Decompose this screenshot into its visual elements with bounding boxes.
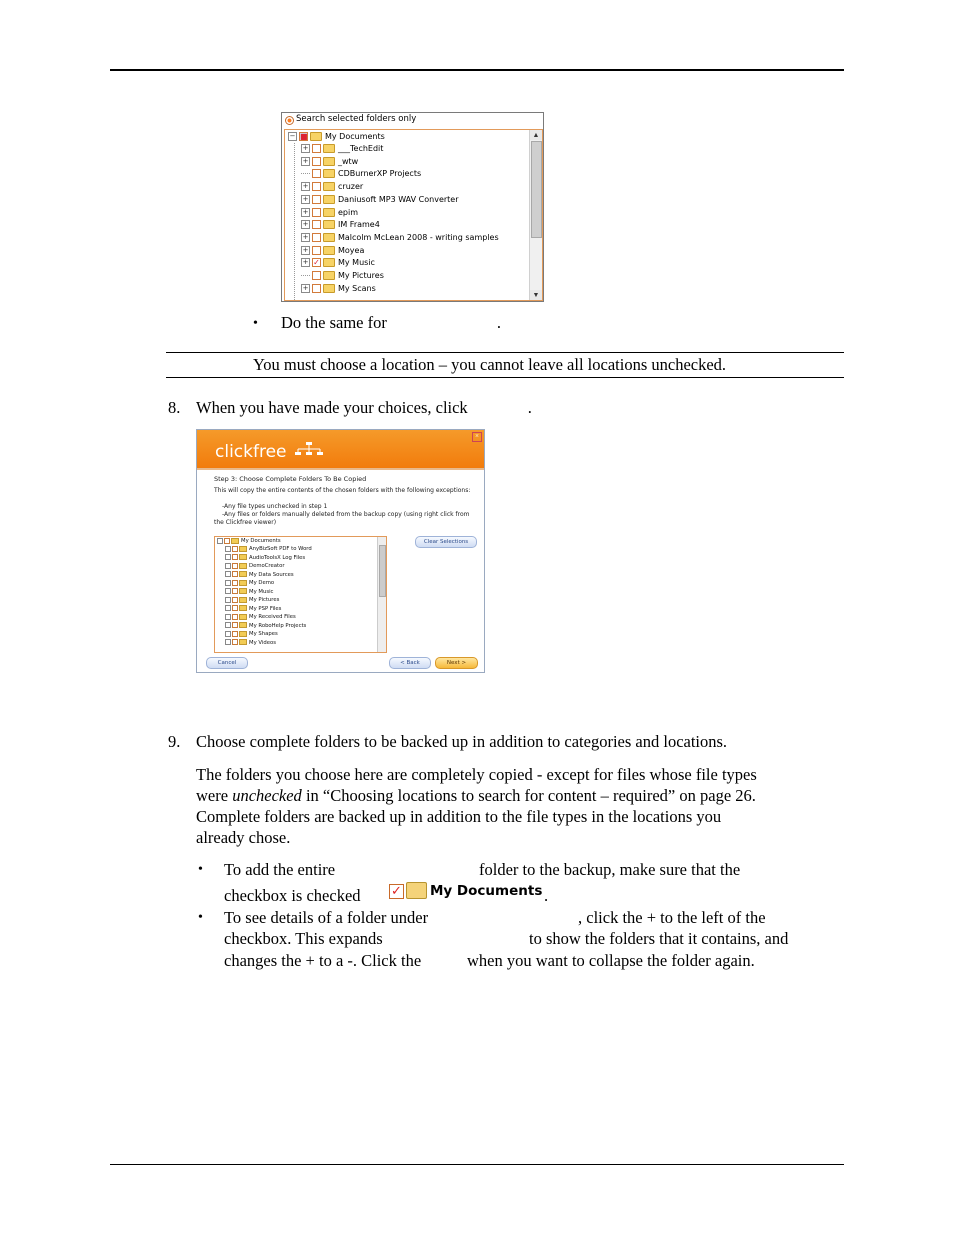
checkbox-icon[interactable] <box>232 588 238 594</box>
tree-item[interactable] <box>301 156 358 168</box>
exception-2b: the Clickfree viewer) <box>214 519 277 526</box>
tree-item[interactable] <box>301 181 363 193</box>
checkbox-icon[interactable] <box>232 631 238 637</box>
scroll-thumb[interactable] <box>531 141 542 238</box>
tree-item-label: IM Frame4 <box>338 220 380 230</box>
checkbox-icon[interactable] <box>232 546 238 552</box>
expand-icon[interactable]: + <box>302 207 309 216</box>
checkbox-icon[interactable] <box>232 580 238 586</box>
back-button[interactable]: < Back <box>389 657 431 669</box>
clear-selections-button[interactable]: Clear Selections <box>415 536 477 548</box>
para-line-3: Complete folders are backed up in addition to the file types in the locations you <box>196 807 722 826</box>
tree-item[interactable] <box>301 257 375 269</box>
folder-icon <box>239 563 247 569</box>
checkbox-icon[interactable] <box>224 538 230 544</box>
folder-icon <box>231 538 239 544</box>
tree-root-my-documents[interactable] <box>288 131 385 143</box>
checkbox-icon[interactable] <box>312 284 321 293</box>
folder-icon <box>239 588 247 594</box>
complete-folders-tree[interactable] <box>214 536 387 653</box>
cancel-button[interactable]: Cancel <box>206 657 248 669</box>
exception-2: -Any files or folders manually deleted from the backup copy (using right click from <box>222 511 470 518</box>
expand-icon[interactable] <box>225 597 231 603</box>
bullet-dot: • <box>253 316 258 331</box>
checkbox-icon[interactable] <box>312 195 321 204</box>
tree2-item-label: AnyBizSoft PDF to Word <box>249 546 312 553</box>
my-documents-graphic-label: My Documents <box>430 883 543 899</box>
tree-item[interactable] <box>301 168 421 180</box>
folder-icon <box>323 246 335 255</box>
brand-logo: clickfree <box>215 442 287 462</box>
tree-item-label: CDBurnerXP Projects <box>338 169 422 179</box>
tree-connector <box>301 275 310 276</box>
close-icon[interactable]: × <box>472 432 482 442</box>
folder-icon <box>323 195 335 204</box>
tree2-item[interactable] <box>225 630 278 638</box>
radio-label: Search selected folders only <box>296 114 417 124</box>
bullet-details-line3-post: when you want to collapse the folder again. <box>467 951 755 970</box>
folder-icon <box>239 554 247 560</box>
expand-icon[interactable]: + <box>302 220 309 229</box>
tree-item[interactable] <box>301 245 364 257</box>
tree2-item-label: My RoboHelp Projects <box>249 622 307 629</box>
tree-item-label: My Scans <box>338 283 376 293</box>
bullet-do-the-same <box>281 312 501 333</box>
tree2-scrollbar[interactable] <box>377 537 386 652</box>
tree-item-label: My Music <box>338 258 375 268</box>
step-9-number: 9. <box>168 732 181 751</box>
tree2-item[interactable] <box>225 571 294 579</box>
tree-scrollbar[interactable] <box>529 130 542 300</box>
folder-icon <box>239 546 247 552</box>
folder-icon <box>239 597 247 603</box>
tree2-item[interactable] <box>225 605 281 613</box>
tree-item-label: Daniusoft MP3 WAV Converter <box>338 194 459 204</box>
expand-icon[interactable]: + <box>302 283 309 292</box>
tree-item[interactable] <box>301 283 376 295</box>
radio-selected-icon[interactable] <box>285 116 294 125</box>
folder-icon <box>239 614 247 620</box>
tree-item[interactable] <box>301 219 380 231</box>
bullet-add-entire-end: . <box>544 886 549 905</box>
collapse-icon[interactable]: − <box>289 132 296 140</box>
tree2-item-label: My Demo <box>249 580 275 587</box>
folder-tree[interactable] <box>284 129 543 301</box>
tree2-item-label: My Videos <box>249 639 276 646</box>
checkbox-icon[interactable] <box>232 554 238 560</box>
expand-icon[interactable]: + <box>302 245 309 254</box>
tree2-root[interactable] <box>217 537 281 545</box>
tree2-item-label: DemoCreator <box>249 563 285 570</box>
expand-icon[interactable] <box>225 605 231 611</box>
tree-item-label: Malcolm McLean 2008 - writing samples <box>338 232 499 242</box>
expand-icon[interactable] <box>225 554 231 560</box>
tree-item[interactable] <box>301 270 384 282</box>
note-top-rule <box>166 352 844 353</box>
step-8-text <box>196 397 532 418</box>
tree2-item-label: My Music <box>249 588 274 595</box>
checkbox-icon[interactable] <box>312 208 321 217</box>
folder-icon <box>323 271 335 280</box>
collapse-icon[interactable] <box>217 538 223 544</box>
tree-item[interactable] <box>301 207 358 219</box>
folder-icon <box>239 605 247 611</box>
expand-icon[interactable] <box>225 622 231 628</box>
folder-icon <box>323 157 335 166</box>
expand-icon[interactable]: + <box>302 258 309 267</box>
clickfree-dialog-screenshot <box>196 429 485 673</box>
tree2-item[interactable] <box>225 554 305 562</box>
checkbox-icon[interactable] <box>232 639 238 645</box>
folders-paragraph <box>196 764 844 848</box>
checkbox-icon[interactable] <box>232 563 238 569</box>
para-line-2-post: in “Choosing locations to search for content – required” on page 26. <box>305 786 756 805</box>
tree2-item-label: My Received Files <box>249 614 296 621</box>
tree-root-label: My Documents <box>325 132 385 141</box>
checkbox-icon[interactable] <box>312 144 321 153</box>
checked-checkbox-icon[interactable]: ✓ <box>313 258 320 268</box>
checkbox-icon[interactable] <box>312 182 321 191</box>
exception-1: -Any file types unchecked in step 1 <box>222 503 328 510</box>
folder-icon <box>323 220 335 229</box>
scroll-thumb[interactable] <box>379 545 386 597</box>
para-unchecked-emphasis: unchecked <box>232 786 302 805</box>
expand-icon[interactable] <box>225 563 231 569</box>
tree-item-label: Moyea <box>338 245 365 255</box>
bullet-do-the-same-text: Do the same for <box>281 313 387 332</box>
tree2-item[interactable] <box>225 579 274 587</box>
expand-icon[interactable] <box>225 614 231 620</box>
checkbox-icon[interactable] <box>232 622 238 628</box>
tree-item-label: cruzer <box>338 182 364 192</box>
expand-icon[interactable]: + <box>302 194 309 203</box>
bullet-details-line2-post: to show the folders that it contains, and <box>529 929 789 948</box>
expand-icon[interactable] <box>225 571 231 577</box>
checkbox-icon[interactable] <box>312 220 321 229</box>
bullet-period: . <box>496 313 501 332</box>
tree2-root-label: My Documents <box>241 538 281 544</box>
tree2-item[interactable] <box>225 545 312 553</box>
checkbox-icon[interactable] <box>232 571 238 577</box>
bullet-add-entire-line2: checkbox is checked <box>224 886 361 905</box>
tree2-item-label: My Pictures <box>249 597 280 604</box>
bullet-details-post: , click the + to the left of the <box>578 908 766 927</box>
folder-icon <box>323 233 335 242</box>
folder-icon <box>239 639 247 645</box>
folder-icon <box>323 182 335 191</box>
step-8-number: 8. <box>168 398 181 417</box>
expand-icon[interactable] <box>225 639 231 645</box>
folder-icon <box>323 208 335 217</box>
footer-rule <box>110 1164 844 1165</box>
bullet-details-pre: To see details of a folder under <box>224 908 429 927</box>
tree-item-label: _wtw <box>338 156 359 166</box>
checkbox-icon[interactable] <box>312 157 321 166</box>
expand-icon[interactable]: + <box>302 182 309 191</box>
checkbox-icon[interactable] <box>312 233 321 242</box>
tree2-item-label: My Shapes <box>249 631 278 638</box>
para-line-2 <box>196 785 844 806</box>
tree-item-label: ___TechEdit <box>338 144 384 153</box>
step-8-period: . <box>527 398 532 417</box>
step-9-text: Choose complete folders to be backed up in addition to categories and locations. <box>196 732 728 751</box>
checkbox-icon[interactable] <box>232 614 238 620</box>
bullet-dot: • <box>198 862 203 877</box>
tree2-item-label: My Data Sources <box>249 571 294 578</box>
expand-icon[interactable] <box>225 580 231 586</box>
tree2-item[interactable] <box>225 639 276 647</box>
tree2-item[interactable] <box>225 613 296 621</box>
para-line-1: The folders you choose here are completely copied - except for files whose file types <box>196 765 757 784</box>
search-selected-folders-option[interactable] <box>282 113 543 128</box>
tree2-item[interactable] <box>225 562 285 570</box>
next-button[interactable]: Next > <box>435 657 478 669</box>
tree-item-label: epim <box>338 207 359 217</box>
checkbox-icon[interactable] <box>312 246 321 255</box>
tree-item[interactable] <box>301 143 383 155</box>
folder-icon <box>239 631 247 637</box>
scroll-down-icon[interactable]: ▼ <box>530 290 542 300</box>
tree2-item[interactable] <box>225 622 306 630</box>
tree2-item[interactable] <box>225 596 279 604</box>
step-8-sentence: When you have made your choices, click <box>196 398 468 417</box>
tree-item-label: My Pictures <box>338 271 384 280</box>
dialog-header <box>197 430 484 468</box>
tree-item[interactable] <box>301 194 459 206</box>
bullet-add-entire-pre: To add the entire <box>224 860 336 879</box>
expand-icon[interactable]: + <box>302 232 309 241</box>
expand-icon[interactable] <box>225 588 231 594</box>
tree-item[interactable] <box>301 232 499 244</box>
checked-checkbox-icon: ✓ <box>389 884 404 899</box>
folder-icon <box>310 132 322 141</box>
folder-icon <box>239 571 247 577</box>
step-title: Step 3: Choose Complete Folders To Be Copied <box>214 475 367 483</box>
tree-connector <box>301 173 310 174</box>
scroll-up-icon[interactable]: ▲ <box>530 130 542 140</box>
note-bottom-rule <box>166 377 844 378</box>
checkbox-icon[interactable] <box>232 597 238 603</box>
para-line-2-pre: were <box>196 786 229 805</box>
note-text: You must choose a location – you cannot leave all locations unchecked. <box>253 355 727 374</box>
bullet-dot: • <box>198 910 203 925</box>
partial-checkbox-icon[interactable]: ■ <box>300 132 308 141</box>
expand-icon[interactable]: + <box>302 144 309 152</box>
documents-folder-icon <box>406 882 427 899</box>
expand-icon[interactable]: + <box>302 156 309 165</box>
bullet-add-entire-post: folder to the backup, make sure that the <box>479 860 741 879</box>
checkbox-icon[interactable] <box>312 169 321 178</box>
tree2-item-label: My PSP Files <box>249 605 282 612</box>
folder-icon <box>239 622 247 628</box>
tree2-item-label: AudioToolsX Log Files <box>249 554 306 561</box>
folder-icon <box>323 144 335 153</box>
folder-selection-screenshot <box>281 112 544 302</box>
step-intro: This will copy the entire contents of the chosen folders with the following exceptions: <box>214 487 471 494</box>
expand-icon[interactable] <box>225 631 231 637</box>
tree2-item[interactable] <box>225 588 273 596</box>
network-icon <box>294 442 324 458</box>
checkbox-icon[interactable] <box>232 605 238 611</box>
folder-icon <box>323 258 335 267</box>
bullet-details-line3-pre: changes the + to a -. Click the <box>224 951 422 970</box>
folder-icon <box>323 169 335 178</box>
checkbox-icon[interactable] <box>312 271 321 280</box>
bullet-details-line2-pre: checkbox. This expands <box>224 929 383 948</box>
para-line-4: already chose. <box>196 828 291 847</box>
folder-icon <box>239 580 247 586</box>
expand-icon[interactable] <box>225 546 231 552</box>
header-rule <box>110 69 844 71</box>
folder-icon <box>323 284 335 293</box>
